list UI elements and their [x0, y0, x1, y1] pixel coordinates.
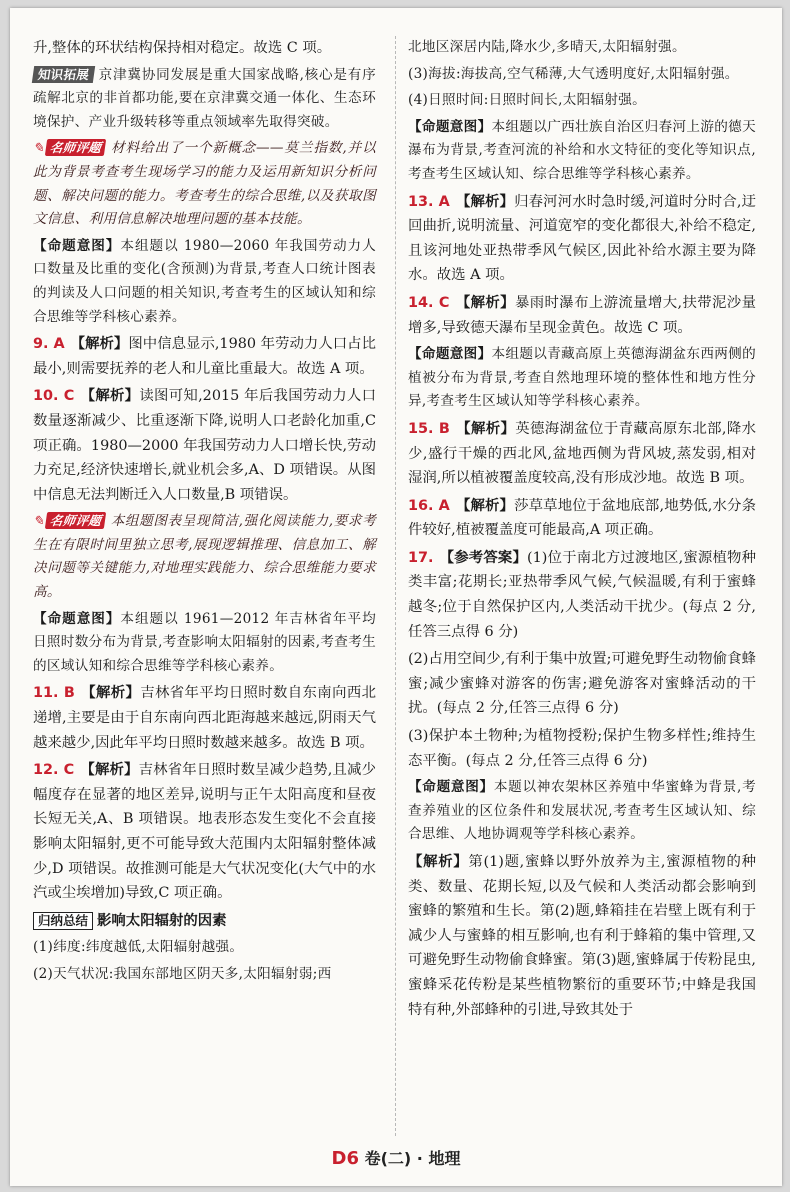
answer-number: 17.: [408, 549, 434, 566]
factor-2-continued: 北地区深居内陆,降水少,多晴天,太阳辐射强。: [408, 39, 686, 55]
answer-number: 14. C: [408, 294, 450, 311]
intent-2: [33, 608, 376, 679]
analysis-tag: 【解析】: [70, 335, 129, 353]
teacher-review-2: [33, 510, 376, 604]
analysis-tag: 【解析】: [455, 192, 515, 210]
intent-3: [408, 116, 756, 187]
analysis-text: 英德海湖盆位于青藏高原东北部,降水少,盛行干燥的西北风,盆地西侧为背风坡,蒸发弱,相对湿润,所以植被覆盖度较高,没有形成沙地。故选 B 项。: [408, 420, 756, 487]
answer-number: 15. B: [408, 420, 450, 437]
answer-number: 10. C: [33, 388, 75, 405]
analysis-text: 归春河河水时急时缓,河道时分时合,迂回曲折,说明流量、河道宽窄的变化都很大,补给不稳定,且该河地处亚热带季风气候区,因此补给水源主要为降水。故选 A 项。: [408, 193, 756, 284]
answer-number: 11. B: [33, 685, 75, 702]
answer-page: [10, 8, 782, 1186]
footer-dot: ·: [416, 1149, 423, 1168]
factor-4: (4)日照时间:日照时间长,太阳辐射强。: [408, 92, 647, 109]
intent-text: 本组题以青藏高原上英德海湖盆东西两侧的植被分布为背景,考查自然地理环境的整体性和地方性分异,考查考生区域认知等学科核心素养。: [408, 346, 756, 410]
page-code: D6: [331, 1148, 359, 1169]
answer-17: [408, 546, 756, 644]
column-divider: [395, 36, 396, 1136]
teacher-review-text: 本组题图表呈现简洁,强化阅读能力,要求考生在有限时间里独立思考,展现逻辑推理、信息加工、解决问题等关键能力,对地理实践能力、综合思维能力要求高。: [33, 513, 376, 601]
intent-text: 本组题以 1980—2060 年我国劳动力人口数量及比重的变化(含预测)为背景,考查人口统计图表的判读及人口问题的相关知识,考查考生的区域认知和综合思维等学科核心素养。: [33, 237, 376, 325]
teacher-review-text: 材料给出了一个新概念——莫兰指数,并以此为背景考查考生现场学习的能力及运用新知识分析问题、解决问题的能力。考查考生的综合思维,以及获取图文信息、利用信息解决地理问题的基本技能。: [33, 140, 376, 228]
knowledge-extension: [33, 64, 376, 135]
analysis-tag: 【解析】: [455, 293, 515, 311]
answer-10: [33, 384, 376, 507]
reference-answer-text: (1)位于南北方过渡地区,蜜源植物种类丰富;花期长;亚热带季风气候,气候温暖,有利于蜜蜂越冬;位于自然保护区内,人类活动干扰少。(每点 2 分,任答三点得 6 分): [408, 549, 756, 640]
analysis-tag: 【解析】: [80, 387, 140, 405]
intent-tag: 【命题意图】: [408, 118, 492, 135]
analysis-tag: 【解析】: [80, 761, 139, 779]
answer-17-part-2: (2)占用空间少,有利于集中放置;可避免野生动物偷食蜂蜜;减少蜜蜂对游客的伤害;避免游客对蜜蜂活动的干扰。(每点 2 分,任答三点得 6 分): [408, 651, 756, 717]
intent-text: 本组题以广西壮族自治区归春河上游的德天瀑布为背景,考查河流的补给和水文特征的变化等知识点,考查考生区域认知、综合思维等学科核心素养。: [408, 118, 756, 182]
page-footer: [10, 1146, 782, 1169]
answer-12: [33, 758, 376, 906]
answer-number: 16. A: [408, 497, 450, 514]
intent-tag: 【命题意图】: [408, 346, 492, 363]
analysis-text: 图中信息显示,1980 年劳动力人口占比最小,则需要抚养的老人和儿童比重最大。故选 A 项。: [33, 336, 376, 377]
analysis-text: 吉林省年平均日照时数自东南向西北递增,主要是由于自东南向西北距海越来越远,阴雨天气越来越少,因此年平均日照时数越来越多。故选 B 项。: [33, 685, 376, 751]
summary-tag: 归纳总结: [33, 912, 93, 930]
answer-17-part-3: (3)保护本土物种;为植物授粉;保护生物多样性;维持生态平衡。(每点 2 分,任答三点得 6 分): [408, 728, 756, 769]
left-column: [33, 36, 376, 990]
analysis-text: 暴雨时瀑布上游流量增大,扶带泥沙量增多,导致德天瀑布呈现金黄色。故选 C 项。: [408, 294, 756, 336]
factor-2: (2)天气状况:我国东部地区阴天多,太阳辐射弱;西: [33, 965, 332, 982]
intent-1: [33, 235, 376, 329]
subject-label: 地理: [428, 1149, 461, 1168]
answer-9: [33, 332, 376, 381]
volume-label: 卷(二): [364, 1149, 412, 1168]
analysis-tag: 【解析】: [455, 419, 516, 437]
continued-text: 升,整体的环状结构保持相对稳定。故选 C 项。: [33, 40, 332, 56]
intent-tag: 【命题意图】: [33, 610, 121, 627]
answer-number: 9. A: [33, 336, 65, 353]
factor-1: (1)纬度:纬度越低,太阳辐射越强。: [33, 939, 244, 956]
analysis-text: 第(1)题,蜜蜂以野外放养为主,蜜源植物的种类、数量、花期长短,以及气候和人类活动都会影响到蜜蜂的繁殖和生长。第(2)题,蜂箱挂在岩壁上既有利于减少人与蜜蜂的相互影响,也有利于蜂箱的集中管理,又可避免野生动物偷食蜂蜜。第(3)题,蜜蜂属于传粉昆虫,蜜蜂采花传粉是某些植物繁衍的重要环节;中蜂是我国特有种,外部蜂种的引进,导致其处于: [408, 854, 756, 1018]
intent-4: [408, 343, 756, 414]
intent-text: 本组题以 1961—2012 年吉林省年平均日照时数分布为背景,考查影响太阳辐射的因素,考查考生的区域认知和综合思维等学科核心素养。: [33, 610, 376, 674]
analysis-text: 莎草草地位于盆地底部,地势低,水分条件较好,植被覆盖度可能最高,A 项正确。: [408, 497, 756, 539]
right-column: [408, 36, 756, 1025]
teacher-review-tag: 名师评题: [45, 139, 107, 156]
analysis-text: 吉林省年日照时数呈减少趋势,且减少幅度存在显著的地区差异,说明与正午太阳高度和昼夜长短无关,A、B 项错误。地表形态发生变化不会直接影响太阳辐射,更不可能导致大范围内太阳辐射整体减少,D 项错误。故推测可能是大气状况变化(大气中的水汽或尘埃增加)导致,C 项正确。: [33, 762, 376, 902]
teacher-review-tag: 名师评题: [45, 512, 107, 529]
knowledge-extension-text: 京津冀协同发展是重大国家战略,核心是有序疏解北京的非首都功能,要在京津冀交通一体化、生态环境保护、产业升级转移等重点领域率先取得突破。: [33, 66, 376, 130]
analysis-text: 读图可知,2015 年后我国劳动力人口数量逐渐减少、比重逐渐下降,说明人口老龄化加重,C 项正确。1980—2000 年我国劳动力人口增长快,劳动力充足,经济快速增长,就业机会多,A、D 项错误。从图中信息无法判断迁入人口数量,B 项错误。: [33, 388, 376, 503]
answer-13: [408, 190, 756, 288]
summary-title: 影响太阳辐射的因素: [97, 911, 227, 929]
knowledge-extension-tag: 知识拓展: [32, 66, 96, 83]
intent-5: [408, 776, 756, 847]
intent-text: 本题以神农架林区养殖中华蜜蜂为背景,考查养殖业的区位条件和发展状况,考查考生区域认知、综合思维、人地协调观等学科核心素养。: [408, 779, 756, 843]
intent-tag: 【命题意图】: [33, 237, 121, 254]
teacher-review-1: [33, 137, 376, 231]
answer-14: [408, 291, 756, 340]
summary-heading: [33, 909, 376, 934]
answer-16: [408, 494, 756, 543]
analysis-tag: 【解析】: [455, 496, 515, 514]
pencil-icon: ✎: [33, 514, 45, 530]
analysis-17: [408, 850, 756, 1022]
reference-answer-tag: 【参考答案】: [439, 548, 528, 566]
analysis-tag: 【解析】: [408, 853, 469, 870]
intent-tag: 【命题意图】: [408, 779, 494, 796]
answer-15: [408, 417, 756, 491]
answer-number: 12. C: [33, 762, 75, 779]
answer-11: [33, 681, 376, 755]
analysis-tag: 【解析】: [80, 684, 141, 702]
answer-number: 13. A: [408, 193, 450, 210]
factor-3: (3)海拔:海拔高,空气稀薄,大气透明度好,太阳辐射强。: [408, 65, 739, 82]
pencil-icon: ✎: [33, 141, 45, 157]
